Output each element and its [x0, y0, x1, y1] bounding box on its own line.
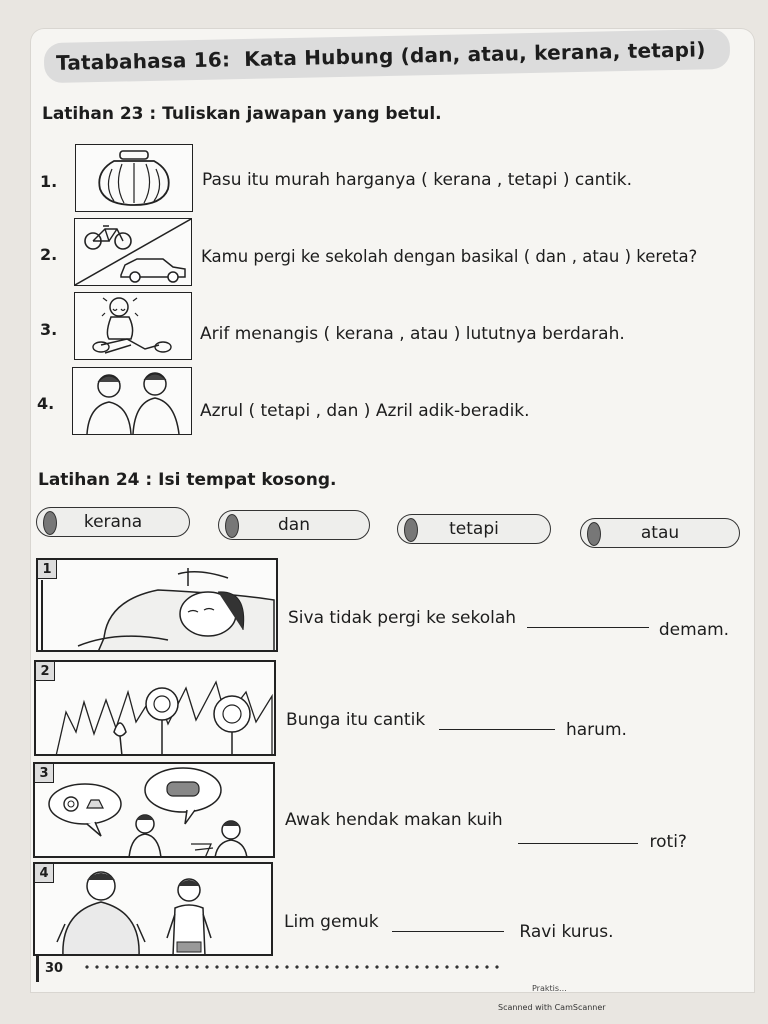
- picture-number: 1: [38, 560, 57, 579]
- ex23-q3-number: 3.: [40, 320, 58, 339]
- word-option-tetapi: [397, 514, 551, 544]
- word-option-label: atau: [640, 523, 680, 543]
- bicycle-car-icon: [74, 218, 192, 286]
- kuih-roti-picture: [33, 762, 275, 858]
- dotted-divider: [82, 962, 502, 972]
- scanner-watermark: Scanned with CamScanner: [498, 1003, 606, 1012]
- word-option-label: kerana: [83, 512, 143, 532]
- pill-cap-icon: [43, 511, 57, 535]
- sentence-start: Siva tidak pergi ke sekolah: [288, 608, 517, 628]
- ex24-q3-sentence: [285, 810, 687, 852]
- exercise-23-title: Latihan 23 : Tuliskan jawapan yang betul.: [42, 104, 442, 124]
- ex23-q4-sentence: Azrul ( tetapi , dan ) Azril adik-beradik.: [200, 401, 530, 421]
- pill-cap-icon: [225, 514, 239, 538]
- picture-number: 3: [35, 764, 54, 783]
- picture-number: 2: [36, 662, 55, 681]
- word-option-kerana: [36, 507, 190, 537]
- crying-boy-icon: [74, 292, 192, 360]
- pill-cap-icon: [404, 518, 418, 542]
- sentence-start: Lim gemuk: [284, 912, 379, 932]
- word-option-dan: [218, 510, 370, 540]
- sentence-end: roti?: [649, 832, 687, 852]
- pill-cap-icon: [587, 522, 601, 546]
- ex23-q2-sentence: Kamu pergi ke sekolah dengan basikal ( dan , atau ) kereta?: [201, 247, 698, 266]
- ex24-q4-sentence: [284, 912, 614, 942]
- ex24-q2-sentence: [286, 710, 627, 740]
- title-code: Tatabahasa 16:: [55, 47, 231, 75]
- title-topic: Kata Hubung (dan, atau, kerana, tetapi): [243, 37, 706, 71]
- footer-text: Praktis...: [532, 984, 567, 993]
- ex23-q1-number: 1.: [40, 172, 58, 191]
- flowers-picture: [34, 660, 276, 756]
- picture-number: 4: [35, 864, 54, 883]
- answer-blank[interactable]: [518, 843, 638, 844]
- ex23-q1-sentence: Pasu itu murah harganya ( kerana , tetapi ) cantik.: [202, 170, 633, 190]
- word-option-label: dan: [278, 515, 310, 535]
- sentence-end: Ravi kurus.: [519, 922, 614, 942]
- answer-blank[interactable]: [527, 627, 649, 628]
- two-boys-icon: [72, 367, 192, 435]
- ex23-q4-number: 4.: [37, 394, 55, 413]
- exercise-24-title: Latihan 24 : Isi tempat kosong.: [38, 470, 337, 490]
- answer-blank[interactable]: [392, 931, 504, 932]
- sentence-end: demam.: [658, 620, 730, 640]
- page-number: 30: [36, 956, 63, 982]
- word-option-label: tetapi: [449, 519, 499, 539]
- sentence-start: Bunga itu cantik: [286, 710, 426, 730]
- ex24-q1-sentence: [288, 608, 730, 640]
- ex23-q2-number: 2.: [40, 245, 58, 264]
- fat-thin-boys-picture: [33, 862, 273, 956]
- vase-icon: [75, 144, 193, 212]
- answer-blank[interactable]: [439, 729, 555, 730]
- sentence-end: harum.: [565, 720, 627, 740]
- sentence-start: Awak hendak makan kuih: [285, 810, 503, 830]
- ex23-q3-sentence: Arif menangis ( kerana , atau ) lututnya berdarah.: [200, 324, 625, 344]
- sick-boy-picture: [36, 558, 278, 652]
- word-option-atau: [580, 518, 740, 548]
